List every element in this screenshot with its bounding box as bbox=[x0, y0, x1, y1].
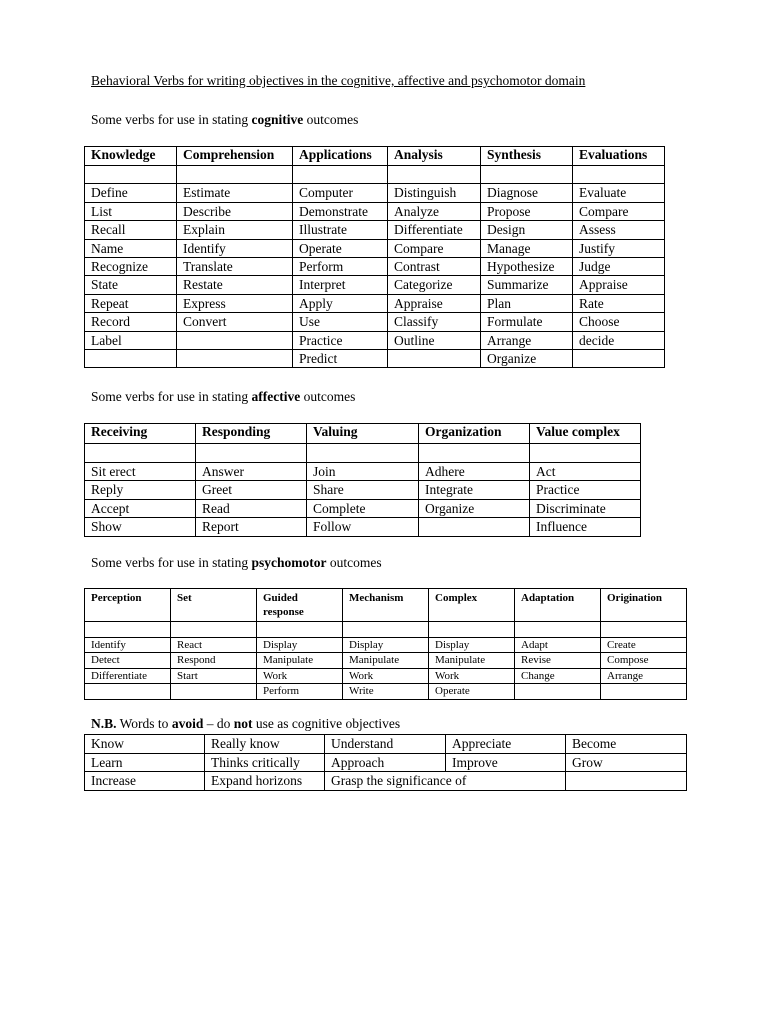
table-cell: Know bbox=[85, 735, 205, 754]
avoid-note bbox=[91, 716, 400, 732]
table-cell: Display bbox=[257, 637, 343, 653]
table-cell: Expand horizons bbox=[205, 772, 325, 791]
table-row bbox=[85, 684, 687, 700]
column-header: Analysis bbox=[388, 147, 481, 166]
table-cell: Perform bbox=[293, 257, 388, 275]
table-cell bbox=[257, 622, 343, 638]
table-cell: Predict bbox=[293, 349, 388, 367]
column-header: Origination bbox=[601, 589, 687, 622]
table-row bbox=[85, 294, 665, 312]
table-cell: Manipulate bbox=[429, 653, 515, 669]
table-cell: Label bbox=[85, 331, 177, 349]
table-cell: Approach bbox=[325, 753, 446, 772]
column-header: Responding bbox=[196, 424, 307, 444]
affective-heading-post: outcomes bbox=[300, 389, 356, 404]
table-cell: Practice bbox=[293, 331, 388, 349]
table-row bbox=[85, 313, 665, 331]
table-row bbox=[85, 499, 641, 518]
table-cell: Adhere bbox=[419, 462, 530, 481]
table-row bbox=[85, 331, 665, 349]
table-cell: Appreciate bbox=[446, 735, 566, 754]
table-cell bbox=[343, 622, 429, 638]
table-cell: Manipulate bbox=[343, 653, 429, 669]
table-row bbox=[85, 668, 687, 684]
column-header: Set bbox=[171, 589, 257, 622]
table-cell: Understand bbox=[325, 735, 446, 754]
table-cell: Adapt bbox=[515, 637, 601, 653]
table-cell: Change bbox=[515, 668, 601, 684]
table-cell: Organize bbox=[419, 499, 530, 518]
table-cell: Sit erect bbox=[85, 462, 196, 481]
table-cell: Outline bbox=[388, 331, 481, 349]
cognitive-heading-post: outcomes bbox=[303, 112, 359, 127]
table-cell: Accept bbox=[85, 499, 196, 518]
table-cell: Choose bbox=[573, 313, 665, 331]
table-cell: Integrate bbox=[419, 481, 530, 500]
table-cell bbox=[388, 349, 481, 367]
table-row bbox=[85, 637, 687, 653]
column-header: Synthesis bbox=[481, 147, 573, 166]
psychomotor-heading-bold: psychomotor bbox=[251, 555, 327, 570]
table-cell: Propose bbox=[481, 202, 573, 220]
table-cell: Diagnose bbox=[481, 184, 573, 202]
table-row bbox=[85, 653, 687, 669]
table-cell bbox=[601, 622, 687, 638]
table-row bbox=[85, 444, 641, 463]
table-cell: Increase bbox=[85, 772, 205, 791]
table-cell bbox=[481, 166, 573, 184]
table-cell: Complete bbox=[307, 499, 419, 518]
cognitive-verbs-table bbox=[84, 146, 665, 368]
table-cell: React bbox=[171, 637, 257, 653]
avoid-words-table bbox=[84, 734, 687, 791]
table-cell: Grow bbox=[566, 753, 687, 772]
table-cell: Become bbox=[566, 735, 687, 754]
table-cell: Describe bbox=[177, 202, 293, 220]
table-cell bbox=[85, 349, 177, 367]
cognitive-heading-pre: Some verbs for use in stating bbox=[91, 112, 252, 127]
table-cell: Read bbox=[196, 499, 307, 518]
table-cell: Categorize bbox=[388, 276, 481, 294]
table-cell: Restate bbox=[177, 276, 293, 294]
column-header: Comprehension bbox=[177, 147, 293, 166]
table-cell: Detect bbox=[85, 653, 171, 669]
table-cell: Express bbox=[177, 294, 293, 312]
psychomotor-heading bbox=[91, 555, 382, 571]
table-cell: Thinks critically bbox=[205, 753, 325, 772]
table-cell: Design bbox=[481, 221, 573, 239]
avoid-text-2: – do bbox=[203, 716, 234, 731]
table-cell bbox=[177, 166, 293, 184]
column-header: Knowledge bbox=[85, 147, 177, 166]
table-cell bbox=[601, 684, 687, 700]
table-cell bbox=[573, 349, 665, 367]
table-cell: Start bbox=[171, 668, 257, 684]
table-cell: Identify bbox=[177, 239, 293, 257]
table-cell: Interpret bbox=[293, 276, 388, 294]
table-cell: Analyze bbox=[388, 202, 481, 220]
table-cell: Reply bbox=[85, 481, 196, 500]
table-row bbox=[85, 221, 665, 239]
table-cell: Hypothesize bbox=[481, 257, 573, 275]
affective-heading-bold: affective bbox=[251, 389, 301, 404]
table-cell: Grasp the significance of bbox=[325, 772, 566, 791]
table-cell bbox=[566, 772, 687, 791]
table-cell bbox=[85, 684, 171, 700]
table-cell: Really know bbox=[205, 735, 325, 754]
table-cell: Show bbox=[85, 518, 196, 537]
table-cell: Create bbox=[601, 637, 687, 653]
nb-label: N.B. bbox=[91, 716, 117, 731]
table-cell: Identify bbox=[85, 637, 171, 653]
table-cell: Join bbox=[307, 462, 419, 481]
column-header: Value complex bbox=[530, 424, 641, 444]
table-row bbox=[85, 239, 665, 257]
table-cell: Compare bbox=[573, 202, 665, 220]
table-row bbox=[85, 462, 641, 481]
column-header: Receiving bbox=[85, 424, 196, 444]
affective-heading bbox=[91, 389, 355, 405]
table-cell bbox=[515, 622, 601, 638]
table-cell bbox=[85, 166, 177, 184]
table-row bbox=[85, 257, 665, 275]
column-header: Perception bbox=[85, 589, 171, 622]
table-cell: Classify bbox=[388, 313, 481, 331]
table-cell: Estimate bbox=[177, 184, 293, 202]
column-header: Complex bbox=[429, 589, 515, 622]
table-cell: Revise bbox=[515, 653, 601, 669]
table-cell: Translate bbox=[177, 257, 293, 275]
table-cell bbox=[419, 444, 530, 463]
table-cell bbox=[196, 444, 307, 463]
table-cell: Distinguish bbox=[388, 184, 481, 202]
table-cell: Operate bbox=[429, 684, 515, 700]
table-cell: Act bbox=[530, 462, 641, 481]
table-cell: Summarize bbox=[481, 276, 573, 294]
psychomotor-heading-pre: Some verbs for use in stating bbox=[91, 555, 252, 570]
table-cell: Influence bbox=[530, 518, 641, 537]
column-header: Guided response bbox=[257, 589, 343, 622]
table-row bbox=[85, 276, 665, 294]
table-cell bbox=[573, 166, 665, 184]
table-cell: Work bbox=[257, 668, 343, 684]
table-cell: Judge bbox=[573, 257, 665, 275]
table-row bbox=[85, 772, 687, 791]
table-cell: Convert bbox=[177, 313, 293, 331]
table-cell: decide bbox=[573, 331, 665, 349]
table-row bbox=[85, 622, 687, 638]
table-cell: Perform bbox=[257, 684, 343, 700]
cognitive-heading bbox=[91, 112, 358, 128]
avoid-text-1: Words to bbox=[116, 716, 172, 731]
table-cell: Computer bbox=[293, 184, 388, 202]
table-cell: Evaluate bbox=[573, 184, 665, 202]
table-cell: Use bbox=[293, 313, 388, 331]
table-row bbox=[85, 753, 687, 772]
table-cell bbox=[171, 622, 257, 638]
table-cell: Appraise bbox=[388, 294, 481, 312]
table-cell bbox=[419, 518, 530, 537]
table-cell: Arrange bbox=[601, 668, 687, 684]
table-cell: Discriminate bbox=[530, 499, 641, 518]
table-cell bbox=[307, 444, 419, 463]
table-cell bbox=[171, 684, 257, 700]
table-cell: Demonstrate bbox=[293, 202, 388, 220]
affective-heading-pre: Some verbs for use in stating bbox=[91, 389, 252, 404]
table-header-row bbox=[85, 147, 665, 166]
table-cell: Answer bbox=[196, 462, 307, 481]
table-row bbox=[85, 202, 665, 220]
column-header: Valuing bbox=[307, 424, 419, 444]
table-cell bbox=[515, 684, 601, 700]
table-row bbox=[85, 184, 665, 202]
document-title: Behavioral Verbs for writing objectives in the cognitive, affective and psychomotor domain bbox=[91, 73, 586, 88]
table-cell: Repeat bbox=[85, 294, 177, 312]
column-header: Adaptation bbox=[515, 589, 601, 622]
table-row bbox=[85, 735, 687, 754]
table-cell: Work bbox=[429, 668, 515, 684]
table-cell: Manipulate bbox=[257, 653, 343, 669]
table-cell: Name bbox=[85, 239, 177, 257]
table-cell: Illustrate bbox=[293, 221, 388, 239]
table-cell: Learn bbox=[85, 753, 205, 772]
column-header: Mechanism bbox=[343, 589, 429, 622]
table-row bbox=[85, 166, 665, 184]
table-row bbox=[85, 349, 665, 367]
table-cell: Respond bbox=[171, 653, 257, 669]
table-cell bbox=[530, 444, 641, 463]
avoid-text-3: use as cognitive objectives bbox=[252, 716, 401, 731]
table-cell: Recall bbox=[85, 221, 177, 239]
psychomotor-verbs-table bbox=[84, 588, 687, 700]
table-row bbox=[85, 518, 641, 537]
table-cell: Practice bbox=[530, 481, 641, 500]
table-cell bbox=[429, 622, 515, 638]
avoid-bold-1: avoid bbox=[171, 716, 204, 731]
table-cell: Greet bbox=[196, 481, 307, 500]
avoid-bold-2: not bbox=[233, 716, 253, 731]
table-cell: Follow bbox=[307, 518, 419, 537]
column-header: Organization bbox=[419, 424, 530, 444]
column-header: Applications bbox=[293, 147, 388, 166]
table-cell: Work bbox=[343, 668, 429, 684]
table-cell: Assess bbox=[573, 221, 665, 239]
table-cell: Contrast bbox=[388, 257, 481, 275]
psychomotor-heading-post: outcomes bbox=[326, 555, 382, 570]
table-cell: Differentiate bbox=[388, 221, 481, 239]
table-cell: Plan bbox=[481, 294, 573, 312]
affective-verbs-table bbox=[84, 423, 641, 537]
table-cell: List bbox=[85, 202, 177, 220]
table-cell: Improve bbox=[446, 753, 566, 772]
table-cell: Organize bbox=[481, 349, 573, 367]
table-cell bbox=[388, 166, 481, 184]
table-cell: State bbox=[85, 276, 177, 294]
table-cell bbox=[293, 166, 388, 184]
table-cell: Define bbox=[85, 184, 177, 202]
table-cell: Share bbox=[307, 481, 419, 500]
table-cell: Compare bbox=[388, 239, 481, 257]
table-cell: Formulate bbox=[481, 313, 573, 331]
table-cell: Arrange bbox=[481, 331, 573, 349]
table-cell bbox=[85, 622, 171, 638]
table-cell: Display bbox=[429, 637, 515, 653]
table-cell bbox=[85, 444, 196, 463]
table-cell: Rate bbox=[573, 294, 665, 312]
table-cell: Display bbox=[343, 637, 429, 653]
table-cell: Differentiate bbox=[85, 668, 171, 684]
table-header-row bbox=[85, 424, 641, 444]
table-cell: Report bbox=[196, 518, 307, 537]
table-cell: Manage bbox=[481, 239, 573, 257]
table-row bbox=[85, 481, 641, 500]
table-header-row bbox=[85, 589, 687, 622]
cognitive-heading-bold: cognitive bbox=[251, 112, 304, 127]
column-header: Evaluations bbox=[573, 147, 665, 166]
table-cell: Write bbox=[343, 684, 429, 700]
table-cell: Operate bbox=[293, 239, 388, 257]
table-cell: Compose bbox=[601, 653, 687, 669]
table-cell: Explain bbox=[177, 221, 293, 239]
table-cell: Recognize bbox=[85, 257, 177, 275]
table-cell bbox=[177, 331, 293, 349]
table-cell bbox=[177, 349, 293, 367]
table-cell: Appraise bbox=[573, 276, 665, 294]
table-cell: Record bbox=[85, 313, 177, 331]
table-cell: Apply bbox=[293, 294, 388, 312]
table-cell: Justify bbox=[573, 239, 665, 257]
